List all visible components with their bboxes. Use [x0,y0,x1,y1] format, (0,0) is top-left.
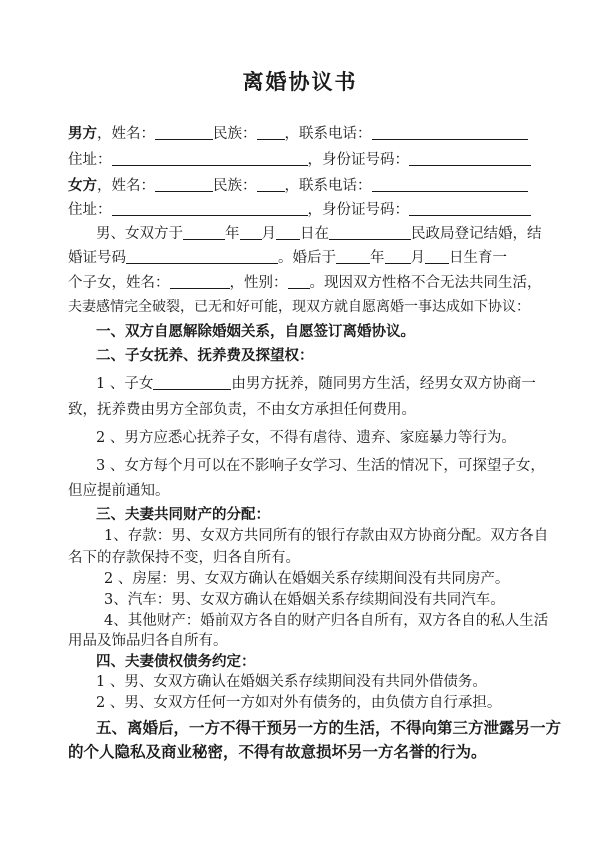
male-ethnic-blank[interactable] [257,124,285,140]
certificate-number-blank[interactable] [126,248,278,264]
male-address-line [68,148,531,169]
male-phone-blank[interactable] [372,124,528,140]
intro-text: 。婚后于 [278,250,336,266]
male-id-blank[interactable] [409,150,531,166]
name-label: ，姓名： [97,126,155,142]
intro-text: 日在 [300,226,329,242]
clause-3-2: 2 、房屋：男、女双方确认在婚姻关系存续期间没有共同房产。 [104,571,510,587]
section-5-line-2: 的个人隐私及商业秘密，不得有故意损坏另一方名誉的行为。 [68,742,487,761]
name-label: ，姓名： [97,178,155,194]
child-name-blank[interactable] [170,273,230,289]
female-name-blank[interactable] [155,176,213,192]
clause-3-1-line-1: 1、存款：男、女双方共同所有的银行存款由双方协商分配。双方各自 [104,528,549,544]
marriage-month-blank[interactable] [240,224,262,240]
clause-2-3-line-2: 但应提前通知。 [68,483,170,499]
bureau-blank[interactable] [329,224,411,240]
document-title: 离婚协议书 [242,69,358,94]
male-name-blank[interactable] [155,124,213,140]
female-phone-blank[interactable] [372,176,528,192]
intro-line-4: 夫妻感情完全破裂，已无和好可能，现双方就自愿离婚一事达成如下协议： [68,299,530,315]
clause-4-2: 2 、男、女双方任何一方如对外有债务的，由负债方自行承担。 [96,695,502,711]
female-info-line [68,174,528,195]
clause-3-1-line-2: 名下的存款保持不变，归各自所有。 [68,550,300,566]
ethnic-label: 民族： [213,178,257,194]
birth-month-blank[interactable] [385,248,411,264]
intro-text: 月 [261,226,276,242]
clause-2-1-line-1 [96,372,536,393]
female-id-blank[interactable] [409,200,531,216]
id-label: ，身份证号码： [307,152,409,168]
address-label: 住址： [68,202,112,218]
intro-text: 个子女，姓名： [68,275,170,291]
intro-line-2 [68,246,507,267]
intro-text: 年 [225,226,240,242]
intro-text: 。现因双方性格不合无法共同生活， [309,275,542,291]
marriage-year-blank[interactable] [183,224,225,240]
clause-2-1-line-2: 致，抚养费由男方全部负责，不由女方承担任何费用。 [68,402,416,418]
clause-3-4-line-2: 用品及饰品归各自所有。 [68,633,228,649]
section-3-heading: 三、夫妻共同财产的分配： [96,506,270,523]
section-1-heading: 一、双方自愿解除婚姻关系，自愿签订离婚协议。 [96,323,415,340]
marriage-day-blank[interactable] [276,224,300,240]
section-4-heading: 四、夫妻债权债务约定： [96,653,256,670]
female-label: 女方 [68,177,97,194]
clause-2-3-line-1: 3 、女方每个月可以在不影响子女学习、生活的情况下，可探望子女， [96,458,545,474]
male-info-line [68,122,528,143]
intro-text: 婚证号码 [68,250,126,266]
clause-text: 1 、子女 [96,376,154,392]
id-label: ，身份证号码： [307,202,409,218]
female-ethnic-blank[interactable] [257,176,285,192]
intro-text: 年 [370,250,385,266]
phone-label: ，联系电话： [284,126,372,142]
clause-2-2: 2 、男方应悉心抚养子女，不得有虐待、遗弃、家庭暴力等行为。 [96,430,516,446]
clause-3-3: 3、汽车：男、女双方确认在婚姻关系存续期间没有共同汽车。 [104,592,505,608]
male-label: 男方 [68,125,97,142]
clause-3-4-line-1: 4、其他财产：婚前双方各自的财产归各自所有，双方各自的私人生活 [104,613,549,629]
intro-text: 男、女双方于 [96,226,183,242]
intro-line-1 [96,222,542,243]
section-5-line-1: 五、离婚后，一方不得干预另一方的生活，不得向第三方泄露另一方 [96,718,562,737]
ethnic-label: 民族： [213,126,257,142]
female-address-blank[interactable] [112,200,308,216]
intro-line-3 [68,271,542,292]
intro-text: 日生育一 [449,250,507,266]
address-label: 住址： [68,152,112,168]
intro-text: 民政局登记结婚，结 [411,226,542,242]
female-address-line [68,198,531,219]
section-2-heading: 二、子女抚养、抚养费及探望权： [96,347,314,364]
phone-label: ，联系电话： [284,178,372,194]
clause-4-1: 1 、男、女双方确认在婚姻关系存续期间没有共同外借债务。 [96,674,487,690]
birth-year-blank[interactable] [336,248,370,264]
intro-text: 月 [410,250,425,266]
birth-day-blank[interactable] [425,248,449,264]
intro-text: ，性别： [229,275,288,291]
child-custody-blank[interactable] [153,374,231,390]
child-gender-blank[interactable] [288,273,310,289]
male-address-blank[interactable] [112,150,308,166]
clause-text: 由男方抚养，随同男方生活，经男女双方协商一 [231,376,536,392]
